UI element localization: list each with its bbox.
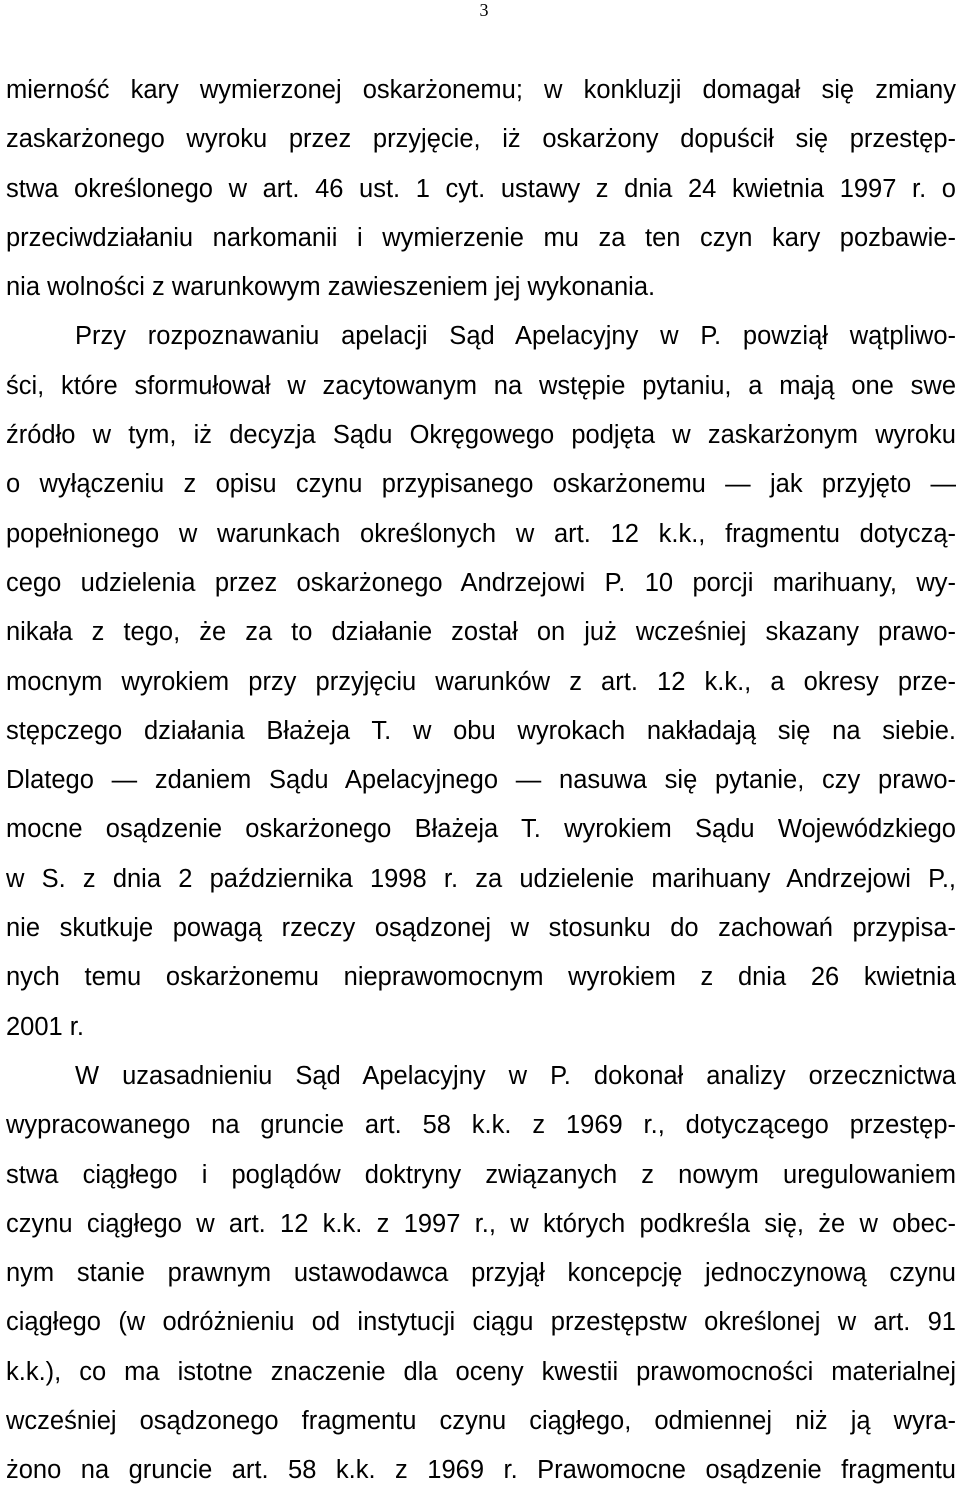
text-line: ści, które sformułował w zacytowanym na wstępie pytaniu, a mają one swe (6, 371, 956, 400)
page-number: 3 (479, 0, 489, 20)
paragraph-first-line: W uzasadnieniu Sąd Apelacyjny w P. dokonał analizy orzecznictwa (75, 1061, 956, 1090)
text-line: nia wolności z warunkowym zawieszeniem jej wykonania. (6, 273, 656, 302)
text-line: nym stanie prawnym ustawodawca przyjął koncepcję jednoczynową czynu (6, 1259, 956, 1288)
text-line: mocne osądzenie oskarżonego Błażeja T. wyrokiem Sądu Wojewódzkiego (6, 815, 956, 844)
text-line: nie skutkuje powagą rzeczy osądzonej w stosunku do zachowań przypisa- (6, 914, 956, 943)
paragraph-first-line: Przy rozpoznawaniu apelacji Sąd Apelacyjny w P. powziął wątpliwo- (75, 322, 956, 351)
text-line: nych temu oskarżonemu nieprawomocnym wyrokiem z dnia 26 kwietnia (6, 963, 956, 992)
text-line: 2001 r. (6, 1012, 84, 1041)
text-line: stwa określonego w art. 46 ust. 1 cyt. ustawy z dnia 24 kwietnia 1997 r. o (6, 174, 956, 203)
text-line: czynu ciągłego w art. 12 k.k. z 1997 r., w których podkreśla się, że w obec- (6, 1209, 956, 1238)
text-line: popełnionego w warunkach określonych w art. 12 k.k., fragmentu dotyczą- (6, 519, 956, 548)
text-line: nikała z tego, że za to działanie został on już wcześniej skazany prawo- (6, 618, 956, 647)
text-line: k.k.), co ma istotne znaczenie dla oceny kwestii prawomocności materialnej (6, 1357, 956, 1386)
text-line: o wyłączeniu z opisu czynu przypisanego oskarżonemu — jak przyjęto — (6, 470, 956, 499)
text-line: stwa ciągłego i poglądów doktryny związanych z nowym uregulowaniem (6, 1160, 956, 1189)
text-line: zaskarżonego wyroku przez przyjęcie, iż oskarżony dopuścił się przestęp- (6, 125, 956, 154)
text-line: stępczego działania Błażeja T. w obu wyrokach nakładają się na siebie. (6, 716, 956, 745)
text-line: mierność kary wymierzonej oskarżonemu; w konkluzji domagał się zmiany (6, 76, 956, 104)
document-body (6, 66, 956, 1496)
text-line: mocnym wyrokiem przy przyjęciu warunków z art. 12 k.k., a okresy prze- (6, 667, 956, 696)
text-line: ciągłego (w odróżnieniu od instytucji ciągu przestępstw określonej w art. 91 (6, 1308, 956, 1337)
text-line: wypracowanego na gruncie art. 58 k.k. z 1969 r., dotyczącego przestęp- (6, 1111, 956, 1140)
text-line: Dlatego — zdaniem Sądu Apelacyjnego — nasuwa się pytanie, czy prawo- (6, 766, 956, 795)
text-line: cego udzielenia przez oskarżonego Andrzejowi P. 10 porcji marihuany, wy- (6, 568, 956, 597)
text-line: przeciwdziałaniu narkomanii i wymierzenie mu za ten czyn kary pozbawie- (6, 223, 956, 252)
text-line: wcześniej osądzonego fragmentu czynu ciągłego, odmiennej niż ją wyra- (6, 1407, 956, 1436)
text-line: żono na gruncie art. 58 k.k. z 1969 r. Prawomocne osądzenie fragmentu (6, 1456, 956, 1485)
text-line: źródło w tym, iż decyzja Sądu Okręgowego podjęta w zaskarżonym wyroku (6, 421, 956, 450)
text-line: w S. z dnia 2 października 1998 r. za udzielenie marihuany Andrzejowi P., (6, 864, 956, 893)
